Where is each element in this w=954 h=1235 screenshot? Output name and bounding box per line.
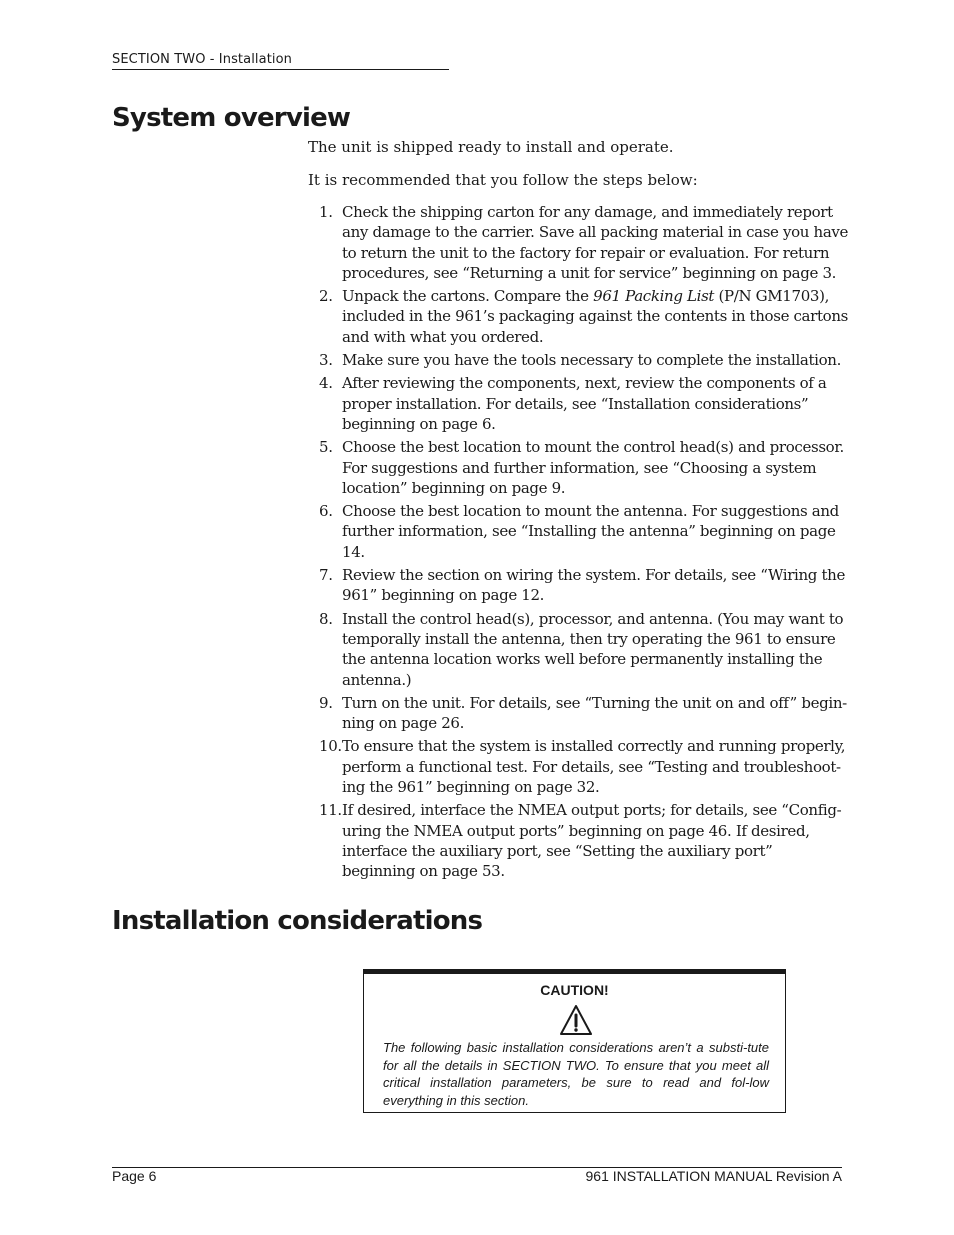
step-number: 8. [319,609,333,628]
list-item [319,373,849,434]
page-number: Page 6 [112,1168,157,1184]
list-item [319,693,849,734]
step-text: To ensure that the system is installed correctly and running properly, perform a functional test. For details, see “Testing and troubleshoot-ing the 961” beginning on page 32. [342,737,846,797]
step-text: Install the control head(s), processor, and antenna. (You may want to temporally install the antenna, then try operating the 961 to ensure the antenna location works well before permanently installing the antenna.) [342,609,844,689]
step-number: 3. [319,351,333,370]
list-item [319,800,849,881]
list-item [319,565,849,606]
list-item [319,437,849,498]
list-item [319,609,849,690]
list-item [319,501,849,562]
intro-paragraph: The unit is shipped ready to install and operate. [308,138,674,156]
list-item [319,350,849,370]
list-item [319,202,849,283]
caution-title: CAUTION! [540,982,609,998]
step-text: Choose the best location to mount the antenna. For suggestions and further information, see “Installing the antenna” beginning on page 14. [342,502,839,561]
step-text: Make sure you have the tools necessary to complete the installation. [342,351,842,370]
step-number: 4. [319,374,333,393]
step-text: (P/N GM1703), included in the 961’s packaging against the contents in those cartons and with what you ordered. [342,287,848,346]
step-number: 1. [319,203,333,221]
intro-paragraph-2: It is recommended that you follow the steps below: [308,171,698,189]
list-item [319,286,849,347]
step-text: After reviewing the components, next, review the components of a proper installation. For details, see “Installation considerations” beginning on page 6. [342,374,827,433]
step-number: 10. [319,737,342,756]
step-number: 6. [319,502,333,521]
step-number: 2. [319,287,333,306]
running-header: SECTION TWO - Installation [112,52,449,70]
footer-title: 961 INSTALLATION MANUAL Revision A [585,1168,842,1184]
step-text: Turn on the unit. For details, see “Turning the unit on and off” begin-ning on page 26. [342,693,847,733]
step-number: 5. [319,438,333,457]
step-text: Check the shipping carton for any damage, and immediately report any damage to the carrier. Save all packing material in case you have to return the unit to the factory for repair or evaluation. For return procedures, see “Returning a unit for service” beginning on page 3. [342,203,849,282]
step-text: Review the section on wiring the system. For details, see “Wiring the 961” beginning on page 12. [342,566,845,605]
list-item [319,736,849,797]
caution-box [363,969,786,1113]
step-text: Choose the best location to mount the control head(s) and processor. For suggestions and further information, see “Choosing a system location” beginning on page 9. [342,438,844,497]
step-number: 7. [319,566,333,585]
step-text: If desired, interface the NMEA output ports; for details, see “Config-uring the NMEA output ports” beginning on page 46. If desired, interface the auxiliary port, see “Setting the auxiliary port” beginning on page 53. [342,801,842,881]
step-number: 11. [319,801,342,820]
warning-triangle-icon [559,1004,593,1036]
step-text: Unpack the cartons. Compare the [342,287,594,306]
caution-text: The following basic installation considerations aren’t a substi-tute for all the details in SECTION TWO. To ensure that you meet all critical installation parameters, be sure to read and fol-low everything in this section. [383,1040,769,1108]
section-heading-system-overview: System overview [112,103,351,133]
step-number: 9. [319,693,333,712]
section-heading-installation-considerations: Installation considerations [112,906,483,936]
step-text-emphasis: 961 Packing List [593,287,715,306]
installation-steps-list [319,202,849,885]
